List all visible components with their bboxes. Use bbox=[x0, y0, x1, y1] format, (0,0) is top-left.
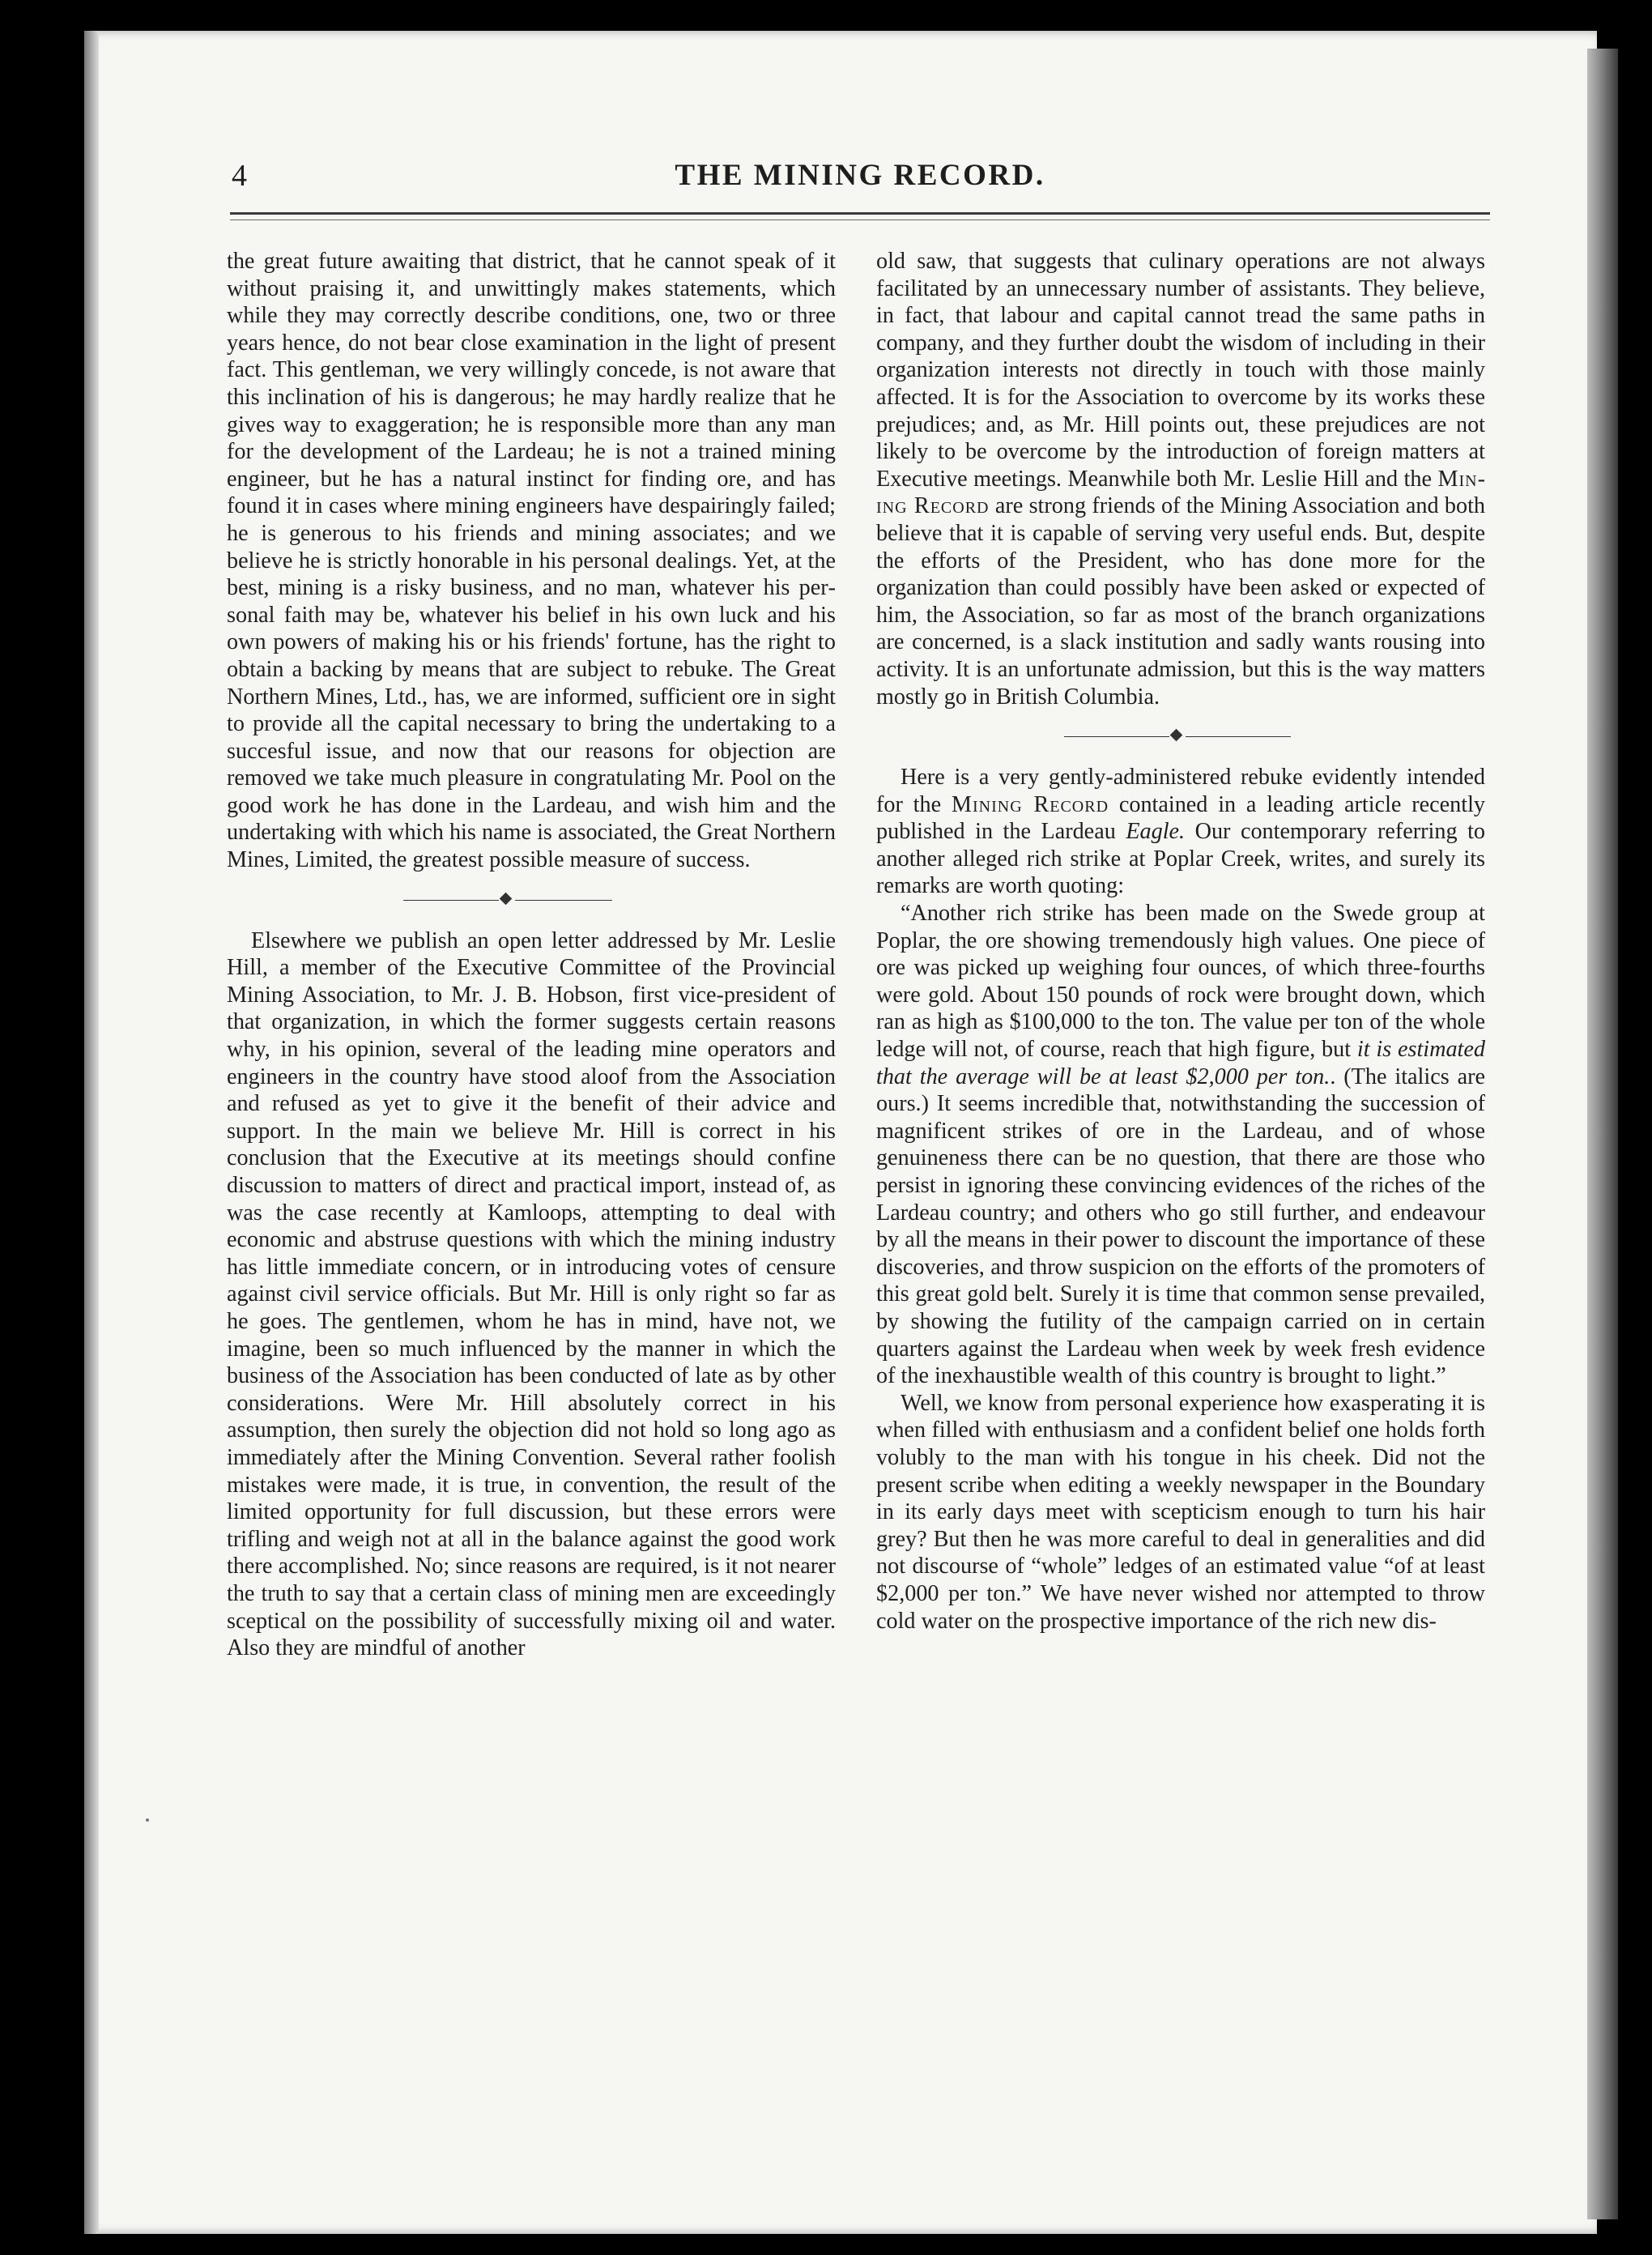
page-number: 4 bbox=[232, 159, 247, 193]
italic-text: it is estimated that the average will be at least $2,000 per ton. bbox=[876, 1037, 1485, 1089]
left-column bbox=[227, 248, 836, 1662]
paragraph bbox=[876, 248, 1485, 710]
text-run: contained in a leading article recently published in the Lardeau bbox=[876, 791, 1485, 845]
separator-line bbox=[1186, 736, 1291, 737]
scan-speck bbox=[146, 1818, 149, 1822]
right-column bbox=[876, 248, 1485, 1635]
diamond-ornament-icon bbox=[500, 892, 513, 905]
diamond-ornament-icon bbox=[1170, 729, 1183, 742]
paragraph: the great future awaiting that district, that he cannot speak of it without praising it, and unwittingly makes statements, which while they may correctly describe conditions, one, two or three years hence, do not bear close examination in the light of present fact. This gentleman, we very willingly concede, is not aware that this inclination of his is dangerous; he may hardly realize that he gives way to exaggeration; he is responsible more than any man for the development of the Lardeau; he is not a trained mining engineer, but he has a natural instinct for finding ore, and has found it in cases where mining engineers have despairingly failed; he is generous to his friends and mining associates; and we believe he is strictly honorable in his personal dealings. Yet, at the best, mining is a risky business, and no man, whatever his personal faith may be, whatever his belief in his own luck and his own powers of making his or his friends' fortune, has the right to obtain a backing by means that are subject to rebuke. The Great Northern Mines, Ltd., has, we are informed, sufficient ore in sight to provide all the capital necessary to bring the undertaking to a succesful issue, and now that our reasons for objection are removed we take much pleasure in congratulating Mr. Pool on the good work he has done in the Lardeau, and wish him and the undertaking with which his name is associated, the Great Northern Mines, Limited, the greatest possible measure of success. bbox=[227, 249, 836, 873]
text-run: Our contemporary referring to another alleged rich strike at Poplar Creek, writes, and surely its remarks are worth quoting: bbox=[876, 819, 1485, 899]
text-run: old saw, that suggests that culinary operations are not always facilitated by an unnecessary number of assistants. They believe, in fact, that labour and capital cannot tread the same paths in company, and they further doubt the wisdom of including in their organization interests not directly in touch with those mainly affected. It is for the Association to overcome by its works these prejudices; and, as Mr. Hill points out, these prejudices are not likely to be overcome by the introduction of foreign matters at Executive meetings. Meanwhile both Mr. Leslie Hill and the bbox=[876, 249, 1485, 492]
section-separator bbox=[876, 710, 1485, 764]
block-quote bbox=[876, 900, 1485, 1390]
section-separator bbox=[227, 874, 836, 927]
publication-name: Mining Record bbox=[876, 466, 1485, 519]
italic-text: Eagle. bbox=[1126, 819, 1186, 845]
page-header bbox=[232, 158, 1488, 197]
paragraph bbox=[876, 764, 1485, 900]
running-head: THE MINING RECORD. bbox=[675, 159, 1045, 192]
separator-line bbox=[403, 900, 499, 901]
header-rule-thick bbox=[230, 212, 1490, 215]
text-run: are strong friends of the Mining Association and both believe that it is capable of serving very useful ends. But, despite the efforts of the President, who has done more for the organization than could possibly have been asked or expected of him, the Association, so far as most of the branch organizations are concerned, is a slack institution and sadly wants rousing into activity. It is an unfortunate admission, but this is the way matters mostly go in British Columbia. bbox=[876, 493, 1485, 710]
separator-line bbox=[515, 900, 612, 901]
separator-line bbox=[1064, 736, 1169, 737]
paragraph: Elsewhere we publish an open letter addressed by Mr. Leslie Hill, a member of the Executive Committee of the Provincial Mining Association, to Mr. J. B. Hobson, first vice-president of that organization, in which the former suggests certain reasons why, in his opinion, several of the leading mine operators and engineers in the country have stood aloof from the Association and refused as yet to give it the benefit of their advice and support. In the main we believe Mr. Hill is correct in his conclusion that the Executive at its meetings should confine discussion to matters of direct and practical import, instead of, as was the case recently at Kamloops, attempting to deal with economic and abstruse questions with which the mining industry has little immediate concern, or in introducing votes of censure against civil service officials. But Mr. Hill is only right so far as he goes. The gentlemen, whom he has in mind, have not, we imagine, been so much influenced by the manner in which the business of the Association has been conducted of late as by other considerations. Were Mr. Hill absolutely correct in his assumption, then surely the objection did not hold so long ago as immediately after the Mining Convention. Several rather foolish mistakes were made, it is true, in convention, the result of the limited opportunity for full discussion, but these errors were trifling and weigh not at all in the balance against the good work there accomplished. No; since reasons are required, is it not nearer the truth to say that a certain class of mining men are exceedingly sceptical on the possibility of successfully mixing oil and water. Also they are mindful of another bbox=[227, 927, 836, 1661]
page-edge bbox=[1587, 49, 1618, 2219]
text-run: “Another rich strike has been made on the Swede group at Poplar, the ore showing tremendously high values. One piece of ore was picked up weighing four ounces, of which three-fourths were gold. About 150 pounds of rock were brought down, which ran as high as $100,000 to the ton. The value per ton of the whole ledge will not, of course, reach that high figure, but bbox=[876, 901, 1485, 1063]
text-run: . (The italics are ours.) It seems incredible that, notwithstanding the succession of magnificent strikes of ore in the Lardeau, and of whose genuineness there can be no question, that there are those who persist in ignoring these convincing evidences of the riches of the Lardeau country; and others who go still further, and endeavour by all the means in their power to discount the importance of these discoveries, and throw suspicion on the efforts of the promoters of this great gold belt. Surely it is time that common sense prevailed, by showing the futility of the campaign carried on in certain quarters against the Lardeau when week by week fresh evidence of the inexhaustible wealth of this country is brought to light.” bbox=[876, 1064, 1485, 1389]
text-run: Here is a very gently-administered rebuke evidently intended for the bbox=[876, 765, 1485, 817]
publication-name: Mining Record bbox=[951, 791, 1109, 817]
paragraph: Well, we know from personal experience how exasperating it is when filled with enthusiasm and a confident belief one holds forth volubly to the man with his tongue in his cheek. Did not the present scribe when editing a weekly newspaper in the Boundary in its early days meet with scepticism enough to turn his hair grey? But then he was more careful to deal in generalities and did not discourse of “whole” ledges of an estimated value “of at least $2,000 per ton.” We have never wished nor attempted to throw cold water on the prospective importance of the rich new dis- bbox=[876, 1390, 1485, 1634]
binding-shadow bbox=[84, 31, 99, 2234]
